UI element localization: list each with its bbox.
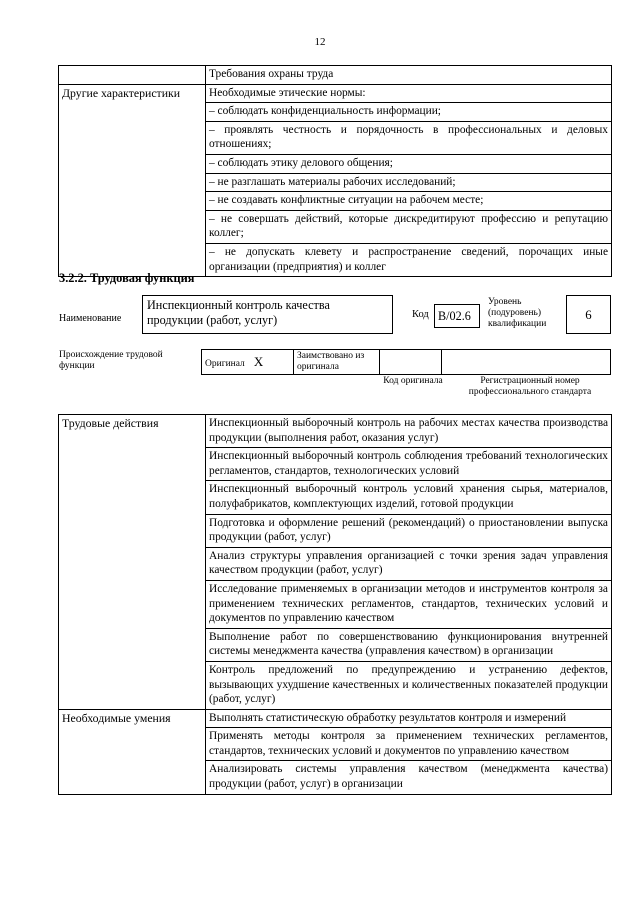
table-row: [59, 66, 612, 85]
ethics-item: – не совершать действий, которые дискредитируют профессию и репутацию коллег;: [206, 210, 612, 243]
skills-label: Необходимые умения: [59, 709, 206, 794]
name-label: Наименование: [59, 313, 122, 324]
characteristics-table: [58, 65, 612, 277]
labor-safety-requirements: Требования охраны труда: [206, 66, 612, 85]
table-row: [59, 415, 612, 448]
action-item: Исследование применяемых в организации методов и инструментов контроля за применением технических регламентов, стандартов, технических условий и документов по управлению качеством: [206, 580, 612, 628]
ethics-item: Необходимые этические нормы:: [206, 84, 612, 103]
characteristics-label: Другие характеристики: [59, 84, 206, 277]
action-item: Подготовка и оформление решений (рекомендаций) о приостановлении выпуска продукции (работ, услуг): [206, 514, 612, 547]
skill-item: Применять методы контроля за применением технических регламентов, стандартов, технических условий и документов по управлению качеством: [206, 728, 612, 761]
qualification-level-box: 6: [566, 295, 611, 334]
code-original-caption: Код оригинала: [383, 376, 443, 386]
ethics-item: – соблюдать этику делового общения;: [206, 154, 612, 173]
action-item: Анализ структуры управления организацией с точки зрения задач управления качеством продукции (работ, услуг): [206, 547, 612, 580]
origin-table: [201, 349, 611, 375]
level-label: Уровень (подуровень) квалификации: [488, 297, 547, 329]
ethics-item: – не разглашать материалы рабочих исследований;: [206, 173, 612, 192]
origin-original-cell: [202, 350, 294, 375]
action-item: Инспекционный выборочный контроль на рабочих местах качества производства продукции (выполнения работ, оказания услуг): [206, 415, 612, 448]
actions-label: Трудовые действия: [59, 415, 206, 710]
skill-item: Выполнять статистическую обработку результатов контроля и измерений: [206, 709, 612, 728]
function-name-box: Инспекционный контроль качества продукции (работ, услуг): [142, 295, 393, 334]
functions-table: [58, 414, 612, 795]
function-code-box: B/02.6: [434, 304, 480, 328]
reg-number-caption: Регистрационный номер профессионального стандарта: [468, 376, 592, 397]
skill-item: Анализировать системы управления качеством (менеджмента качества) продукции (работ, услуг) в организации: [206, 761, 612, 794]
ethics-item: – не создавать конфликтные ситуации на рабочем месте;: [206, 192, 612, 211]
original-mark: X: [253, 354, 264, 369]
original-label: Оригинал: [205, 359, 245, 369]
ethics-item: – проявлять честность и порядочность в профессиональных и деловых отношениях;: [206, 121, 612, 154]
ethics-item: – соблюдать конфиденциальность информации;: [206, 103, 612, 122]
origin-label: Происхождение трудовой функции: [59, 350, 163, 371]
borrowed-label: Заимствовано из оригинала: [294, 350, 380, 375]
origin-code-cell: [380, 350, 442, 375]
table-cell-empty: [59, 66, 206, 85]
page-number: 12: [314, 36, 326, 48]
action-item: Инспекционный выборочный контроль условий хранения сырья, материалов, полуфабрикатов, комплектующих изделий, готовой продукции: [206, 481, 612, 514]
action-item: Инспекционный выборочный контроль соблюдения требований технологических регламентов, стандартов, технологических условий: [206, 448, 612, 481]
table-row: [202, 350, 611, 375]
action-item: Контроль предложений по предупреждению и устранению дефектов, вызывающих ухудшение качественных и количественных показателей продукции (работ, услуг): [206, 661, 612, 709]
section-title: 3.2.2. Трудовая функция: [59, 271, 195, 285]
ethics-item: – не допускать клевету и распространение сведений, порочащих иные организации (предприятия) и коллег: [206, 243, 612, 276]
action-item: Выполнение работ по совершенствованию функционирования внутренней системы менеджмента качества (управления качеством) в организации: [206, 628, 612, 661]
code-label: Код: [412, 309, 429, 320]
table-row: [59, 84, 612, 103]
table-row: [59, 709, 612, 728]
origin-reg-number-cell: [442, 350, 611, 375]
